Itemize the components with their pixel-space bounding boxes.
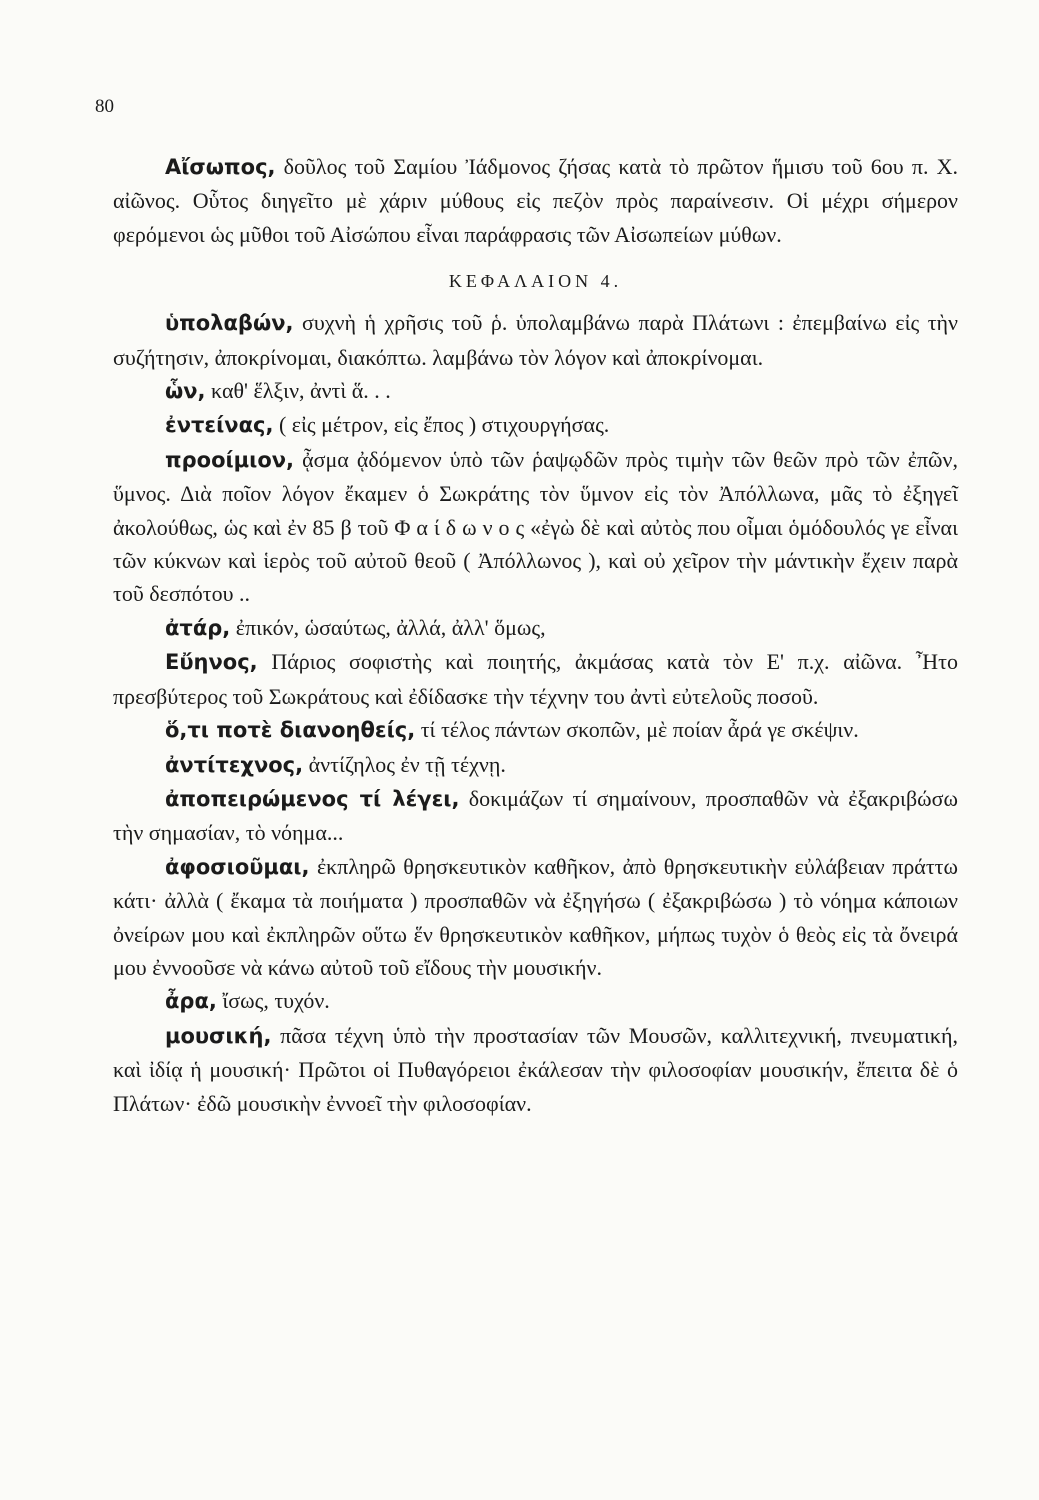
glossary-entry-aesop: [113, 150, 958, 251]
entry-term: Εὔηνος,: [165, 650, 258, 675]
entry-term: ἀποπειρώμενος τί λέγει,: [165, 786, 460, 811]
glossary-entry: [113, 713, 958, 747]
entry-definition: ἴσως, τυχόν.: [216, 988, 330, 1014]
glossary-entry: [113, 748, 958, 782]
glossary-entry: [113, 408, 958, 442]
entry-term: ὧν,: [165, 379, 206, 404]
entry-term: ἀντίτεχνος,: [165, 752, 304, 777]
entry-term: ἀφοσιοῦμαι,: [165, 854, 310, 879]
glossary-entry: [113, 1019, 958, 1120]
glossary-entry: [113, 611, 958, 645]
entry-term: προοίμιον,: [165, 447, 295, 472]
entry-term: ὅ,τι ποτὲ διανοηθείς,: [165, 718, 416, 743]
entry-term: ἐντείνας,: [165, 413, 274, 438]
entry-term: ἀτάρ,: [165, 615, 231, 640]
entry-definition: δοῦλος τοῦ Σαμίου Ἰάδμονος ζήσας κατὰ τὸ πρῶτον ἥμισυ τοῦ 6ου π. Χ. αἰῶνος. Οὗτος διηγεῖτο μὲ χάριν μύθους εἰς πεζὸν πρὸς παραίνεσιν. Οἱ μέχρι σήμερον φερόμενοι ὡς μῦθοι τοῦ Αἰσώπου εἶναι παράφρασις τῶν Αἰσωπείων μύθων.: [113, 154, 958, 247]
entry-definition: ( εἰς μέτρον, εἰς ἔπος ) στιχουργήσας.: [273, 412, 610, 438]
glossary-entry: [113, 443, 958, 611]
entry-definition: ᾆσμα ᾀδόμενον ὑπὸ τῶν ῥαψῳδῶν πρὸς τιμὴν τῶν θεῶν πρὸ τῶν ἐπῶν, ὕμνος. Διὰ ποῖον λόγον ἔκαμεν ὁ Σωκράτης τὸν ὕμνον εἰς τὸν Ἀπόλλωνα, μᾶς τὸ ἐξηγεῖ ἀκολούθως, ὡς καὶ ἐν 85 β τοῦ Φ α ί δ ω ν ο ς «ἐγὼ δὲ καὶ αὐτὸς που οἶμαι ὁμόδουλός γε εἶναι τῶν κύκνων καὶ ἱερὸς τοῦ αὐτοῦ θεοῦ ( Ἀπόλλωνος ), καὶ οὐ χεῖρον τὴν μάντικὴν ἔχειν παρὰ τοῦ δεσπότου ..: [113, 446, 958, 607]
glossary-entries: [113, 306, 958, 1120]
chapter-heading: ΚΕΦΑΛΑΙΟΝ 4.: [448, 271, 623, 292]
entry-definition: Πάριος σοφιστὴς καὶ ποιητής, ἀκμάσας κατὰ τὸν Ε' π.χ. αἰῶνα. Ἦτο πρεσβύτερος τοῦ Σωκράτους καὶ ἐδίδασκε τὴν τέχνην του ἀντὶ εὐτελοῦς ποσοῦ.: [113, 649, 958, 709]
entry-definition: καθ' ἕλξιν, ἀντὶ ἅ. . .: [205, 378, 391, 404]
glossary-entry: [113, 306, 958, 374]
entry-definition: συχνὴ ἡ χρῆσις τοῦ ῥ. ὑπολαμβάνω παρὰ Πλάτωνι : ἐπεμβαίνω εἰς τὴν συζήτησιν, ἀποκρίνομαι, διακόπτω. λαμβάνω τὸν λόγον καὶ ἀποκρίνομαι.: [113, 310, 958, 370]
entry-definition: πᾶσα τέχνη ὑπὸ τὴν προστασίαν τῶν Μουσῶν, καλλιτεχνική, πνευματική, καὶ ἰδίᾳ ἡ μουσική· Πρῶτοι οἱ Πυθαγόρειοι ἐκάλεσαν τὴν φιλοσοφίαν μουσικήν, ἔπειτα δὲ ὁ Πλάτων· ἐδῶ μουσικὴν ἐννοεῖ τὴν φιλοσοφίαν.: [113, 1022, 958, 1116]
entry-term: Αἴσωπος,: [165, 155, 276, 179]
glossary-entry: [113, 374, 958, 408]
glossary-entry: [113, 850, 958, 985]
page-body: [113, 150, 958, 1120]
entry-definition: δοκιμάζων τί σημαίνουν, προσπαθῶν νὰ ἐξακριβώσω τὴν σημασίαν, τὸ νόημα...: [113, 785, 958, 846]
entry-term: ὑπολαβών,: [165, 311, 294, 336]
page-number: 80: [95, 96, 114, 117]
entry-definition: ἀντίζηλος ἐν τῇ τέχνῃ.: [303, 751, 506, 777]
entry-definition: ἐπικόν, ὡσαύτως, ἀλλά, ἀλλ' ὅμως,: [230, 614, 546, 640]
entry-definition: τί τέλος πάντων σκοπῶν, μὲ ποίαν ἆρά γε σκέψιν.: [415, 717, 859, 743]
entry-term: μουσική,: [165, 1023, 272, 1048]
entry-definition: ἐκπληρῶ θρησκευτικὸν καθῆκον, ἀπὸ θρησκευτικὴν εὐλάβειαν πράττω κάτι· ἀλλὰ ( ἔκαμα τὰ ποιήματα ) προσπαθῶν νὰ ἐξηγήσω ( ἐξακριβώσω ) τὸ νόημα κάποιων ὀνείρων μου καὶ ἐκπληρῶν οὕτω ἕν θρησκευτικὸν καθῆκον, μήπως τυχὸν ὁ θεὸς εἰς τὰ ὄνειρά μου ἐννοοῦσε νὰ κάνω αὐτοῦ τοῦ εἴδους τὴν μουσικήν.: [113, 853, 958, 980]
glossary-entry: [113, 984, 958, 1018]
glossary-entry: [113, 645, 958, 713]
glossary-entry: [113, 782, 958, 850]
entry-term: ἆρα,: [165, 989, 217, 1014]
